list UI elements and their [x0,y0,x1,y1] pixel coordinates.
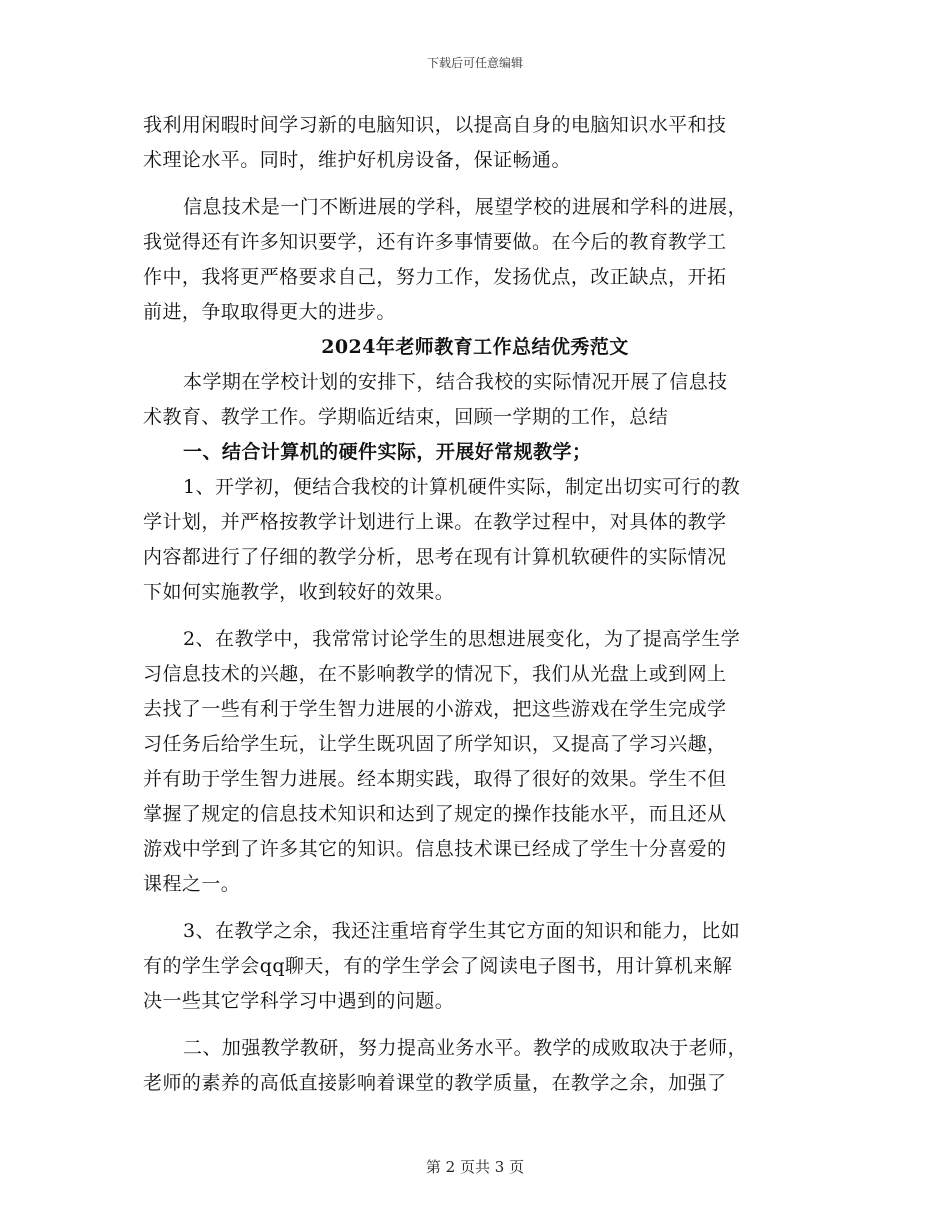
body-line: 我觉得还有许多知识要学，还有许多事情要做。在今后的教育教学工 [143,231,727,253]
body-line: 作中，我将更严格要求自己，努力工作，发扬优点，改正缺点，开拓 [143,266,727,288]
body-line: 课程之一。 [143,873,241,895]
body-line: 2、在教学中，我常常讨论学生的思想进展变化，为了提高学生学 [183,628,741,650]
body-line: 下如何实施教学，收到较好的效果。 [143,581,455,603]
body-line: 本学期在学校计划的安排下，结合我校的实际情况开展了信息技 [183,371,728,393]
body-line: 术理论水平。同时，维护好机房设备，保证畅通。 [143,149,571,171]
body-line: 术教育、教学工作。学期临近结束，回顾一学期的工作，总结 [143,406,669,428]
body-line: 习信息技术的兴趣，在不影响教学的情况下，我们从光盘上或到网上 [143,663,727,685]
body-line: 前进，争取取得更大的进步。 [143,301,396,323]
subsection-heading: 一、结合计算机的硬件实际，开展好常规教学； [183,441,592,463]
body-line: 去找了一些有利于学生智力进展的小游戏，把这些游戏在学生完成学 [143,698,727,720]
body-line: 并有助于学生智力进展。经本期实践，取得了很好的效果。学生不但 [143,768,727,790]
body-line: 有的学生学会qq聊天，有的学生学会了阅读电子图书，用计算机来解 [143,955,733,977]
body-line: 决一些其它学科学习中遇到的问题。 [143,990,455,1012]
body-line: 我利用闲暇时间学习新的电脑知识，以提高自身的电脑知识水平和技 [143,114,727,136]
body-line: 习任务后给学生玩，让学生既巩固了所学知识，又提高了学习兴趣， [143,733,727,755]
body-line: 老师的素养的高低直接影响着课堂的教学质量，在教学之余，加强了 [143,1072,727,1094]
page-header: 下载后可任意编辑 [426,56,523,70]
body-line: 二、加强教学教研，努力提高业务水平。教学的成败取决于老师， [183,1037,748,1059]
body-line: 1、开学初，便结合我校的计算机硬件实际，制定出切实可行的教 [183,476,741,498]
body-line: 内容都进行了仔细的教学分析，思考在现有计算机软硬件的实际情况 [143,546,727,568]
body-line: 3、在教学之余，我还注重培育学生其它方面的知识和能力，比如 [183,920,741,942]
body-line: 游戏中学到了许多其它的知识。信息技术课已经成了学生十分喜爱的 [143,838,727,860]
section-title: 2024年老师教育工作总结优秀范文 [321,336,629,358]
body-line: 掌握了规定的信息技术知识和达到了规定的操作技能水平，而且还从 [143,803,727,825]
document-body [143,108,807,1101]
page-footer: 第 2 页共 3 页 [425,1158,525,1176]
body-line: 学计划，并严格按教学计划进行上课。在教学过程中，对具体的教学 [143,511,727,533]
body-line: 信息技术是一门不断进展的学科，展望学校的进展和学科的进展， [183,196,748,218]
